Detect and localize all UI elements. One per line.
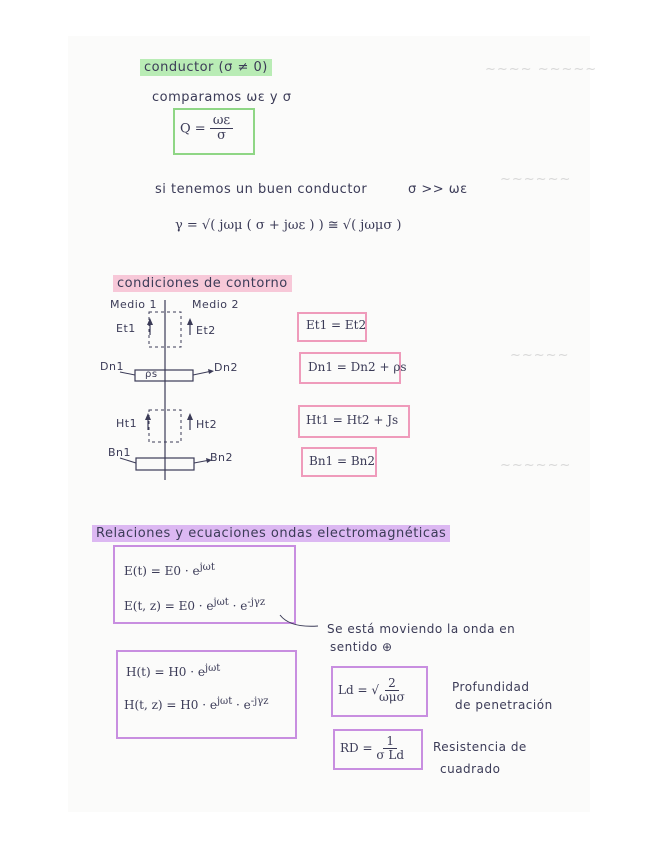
bleed-through-text: ~~~~~~ [500, 172, 572, 187]
bleed-through-text: ~~~~~~ [500, 458, 572, 473]
conductor-condition: σ >> ωε [408, 182, 468, 197]
ht2-label: Ht2 [196, 418, 218, 431]
waves-heading: Relaciones y ecuaciones ondas electromagnéticas [92, 526, 450, 541]
medio1-label: Medio 1 [110, 298, 158, 311]
dn1-label: Dn1 [100, 360, 124, 373]
gamma-formula: γ = √( jωμ ( σ + jωε ) ) ≅ √( jωμσ ) [175, 218, 402, 233]
ht1-label: Ht1 [116, 417, 138, 430]
good-conductor-text: si tenemos un buen conductor [155, 182, 368, 197]
direction-note-line2: sentido ⊕ [330, 640, 393, 654]
h-tz-formula: H(t, $z) = H0 \cdot e^{j\omega t} \cdot e^{-j\gamma z}$ [124, 696, 269, 712]
bleed-through-text: ~~~~~ [510, 348, 570, 363]
ld-formula: Ld = √ $\frac{2}{\text{ωμσ}}$ [338, 676, 405, 705]
dn2-label: Dn2 [214, 361, 238, 374]
bn1-label: Bn1 [108, 446, 132, 459]
h-t-formula: $H(t) = H0 \cdot e^{j\omega t}$ [126, 663, 221, 679]
rd-formula: RD = $\frac{1}{\text{σ Ld}}$ [340, 734, 405, 763]
bleed-through-text: ~~~~ ~~~~~ [485, 62, 598, 77]
direction-note-line1: Se está moviendo la onda en [327, 622, 516, 636]
compare-text: comparamos ωε y σ [152, 90, 292, 105]
q-formula: Q = $\frac{\omega\varepsilon}{\sigma}$ [180, 114, 233, 144]
eq-d-normal: Dn1 = Dn2 + ρs [308, 360, 407, 374]
et1-label: Et1 [116, 322, 136, 335]
bn2-label: Bn2 [210, 451, 234, 464]
eq-h-tangential: Ht1 = Ht2 + Js [306, 413, 399, 427]
boundary-heading: condiciones de contorno [113, 276, 292, 291]
et2-label: Et2 [196, 324, 216, 337]
rho-s-label: ρs [145, 369, 158, 380]
rd-label-line1: Resistencia de [433, 740, 527, 754]
rd-label-line2: cuadrado [440, 762, 501, 776]
medio2-label: Medio 2 [192, 298, 240, 311]
e-t-formula: $E(t) = E0 \cdot e^{j\omega t}$ [124, 562, 215, 578]
conductor-heading: conductor (σ ≠ 0) [140, 60, 272, 75]
eq-b-normal: Bn1 = Bn2 [309, 454, 376, 468]
e-tz-formula: E(t, $z) = E0 \cdot e^{j\omega t} \cdot e^{-j\gamma z}$ [124, 597, 266, 613]
eq-e-tangential: Et1 = Et2 [306, 318, 367, 332]
ld-label-line2: de penetración [455, 698, 553, 712]
ld-label-line1: Profundidad [452, 680, 530, 694]
